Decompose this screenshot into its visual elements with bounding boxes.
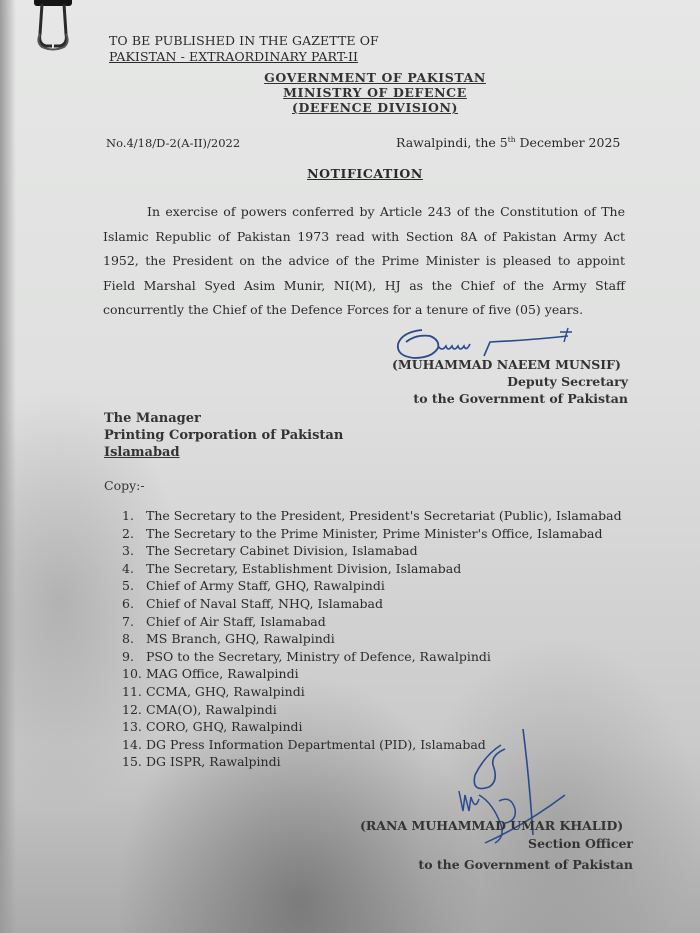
signatory-2-designation: Section Officer xyxy=(528,836,633,851)
signatory-1-block xyxy=(390,356,628,407)
binder-clip-icon xyxy=(28,0,78,57)
list-item: 12. CMA(O), Rawalpindi xyxy=(122,701,277,717)
list-item: 8. MS Branch, GHQ, Rawalpindi xyxy=(122,631,335,647)
date-rest: December 2025 xyxy=(515,135,621,151)
signatory-2-name: (RANA MUHAMMAD UMAR KHALID) xyxy=(360,818,624,833)
date-ordinal: th xyxy=(507,135,516,144)
list-item: 1. The Secretary to the President, President's Secretariat (Public), Islamabad xyxy=(122,508,622,523)
list-item: 13. CORO, GHQ, Rawalpindi xyxy=(122,719,303,735)
notification-title: NOTIFICATION xyxy=(307,166,423,181)
list-item: 14. DG Press Information Departmental (PID), Islamabad xyxy=(122,736,486,752)
list-item: 15. DG ISPR, Rawalpindi xyxy=(122,754,281,770)
gazette-header xyxy=(109,33,379,65)
list-item: 3. The Secretary Cabinet Division, Islamabad xyxy=(122,543,418,559)
division-line: (DEFENCE DIVISION) xyxy=(291,100,459,115)
list-item: 10. MAG Office, Rawalpindi xyxy=(122,666,299,682)
list-item: 11. CCMA, GHQ, Rawalpindi xyxy=(122,683,305,699)
gazette-line-2: PAKISTAN - EXTRAORDINARY PART-II xyxy=(109,49,359,64)
signatory-2-organization: to the Government of Pakistan xyxy=(418,857,633,872)
list-item: 9. PSO to the Secretary, Ministry of Defence, Rawalpindi xyxy=(122,648,491,664)
list-item: 5. Chief of Army Staff, GHQ, Rawalpindi xyxy=(122,578,385,594)
addressee-line-1: The Manager xyxy=(104,411,201,426)
addressee-line-3: Islamabad xyxy=(104,445,180,460)
list-item: 7. Chief of Air Staff, Islamabad xyxy=(122,613,326,629)
document-date xyxy=(396,135,620,150)
reference-number: No.4/18/D-2(A-II)/2022 xyxy=(106,136,241,150)
ministry-line: MINISTRY OF DEFENCE xyxy=(283,85,467,100)
page-edge-shadow xyxy=(0,0,16,933)
list-item: 4. The Secretary, Establishment Division, Islamabad xyxy=(122,560,462,576)
copy-label: Copy:- xyxy=(104,478,145,493)
date-prefix: Rawalpindi, the 5 xyxy=(396,135,508,151)
signatory-1-name: (MUHAMMAD NAEEM MUNSIF) xyxy=(392,357,621,372)
list-item: 2. The Secretary to the Prime Minister, Prime Minister's Office, Islamabad xyxy=(122,525,603,541)
signatory-2-block xyxy=(355,817,633,874)
addressee-block xyxy=(104,410,343,461)
addressee-line-2: Printing Corporation of Pakistan xyxy=(104,428,344,443)
list-item: 6. Chief of Naval Staff, NHQ, Islamabad xyxy=(122,595,384,611)
government-header xyxy=(240,70,510,115)
gazette-line-1: TO BE PUBLISHED IN THE GAZETTE OF xyxy=(109,33,379,48)
signatory-1-designation: Deputy Secretary xyxy=(507,374,628,389)
notification-body: In exercise of powers conferred by Article 243 of the Constitution of The Islamic Republic of Pakistan 1973 read with Section 8A of Pakistan Army Act 1952, the President on the advice of the Prime Minister is pleased to appoint Field Marshal Syed Asim Munir, NI(M), HJ as the Chief of the Army Staff concurrently the Chief of the Defence Forces for a tenure of five (05) years. xyxy=(103,204,625,317)
signatory-1-organization: to the Government of Pakistan xyxy=(413,391,628,406)
government-line: GOVERNMENT OF PAKISTAN xyxy=(264,70,486,85)
